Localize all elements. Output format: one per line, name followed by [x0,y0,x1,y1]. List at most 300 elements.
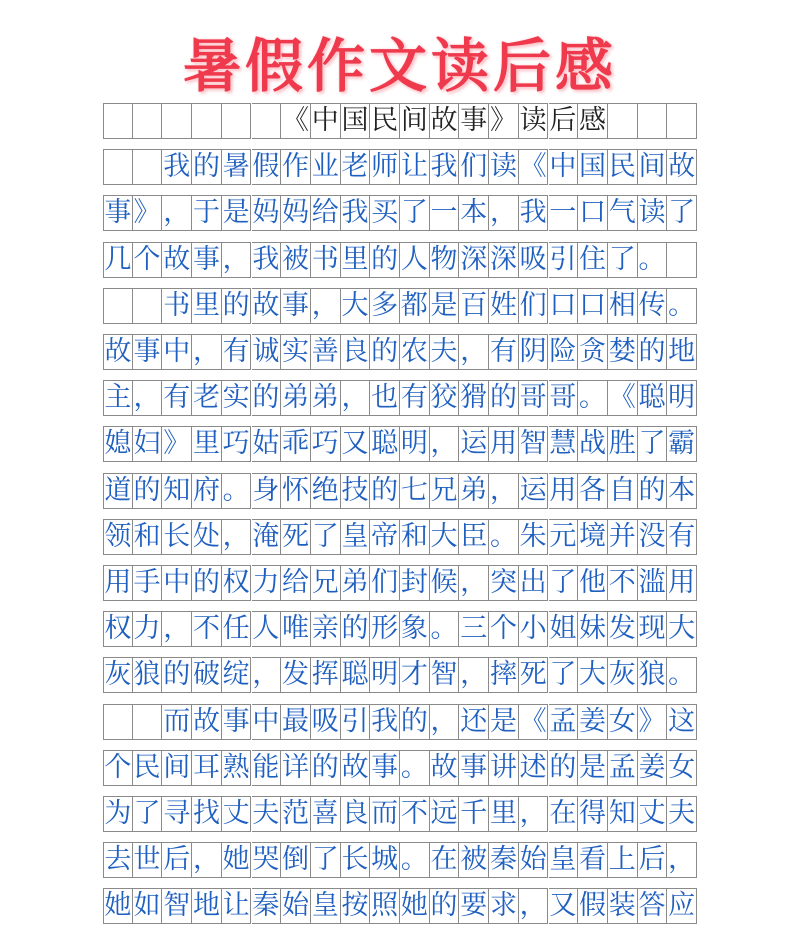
grid-cell: 深 [459,242,489,278]
grid-cell [133,288,163,324]
grid-cell: 道 [103,473,133,509]
grid-cell: 我 [162,149,192,185]
grid-cell: 口 [578,288,608,324]
grid-cell: 一 [549,195,579,231]
grid-cell: 国 [341,103,371,139]
grid-cell: ， [192,334,222,370]
grid-cell: 实 [222,380,252,416]
grid-cell: 有 [162,380,192,416]
grid-cell: 》 [638,704,668,740]
grid-cell: 业 [311,149,341,185]
grid-cell: 丈 [222,796,252,832]
grid-cell: 哥 [519,380,549,416]
grid-cell: 秦 [489,842,519,878]
grid-cell: 《 [281,103,311,139]
grid-cell: 长 [162,519,192,555]
grid-cell: 聪 [341,657,371,693]
grid-cell: 故 [162,242,192,278]
grid-cell: 知 [162,473,192,509]
grid-cell: 地 [667,334,697,370]
grid-cell: 作 [281,149,311,185]
grid-cell: 权 [222,565,252,601]
grid-cell: 阴 [519,334,549,370]
grid-cell: 的 [370,473,400,509]
grid-cell: 。 [578,380,608,416]
grid-cell: 相 [608,288,638,324]
grid-cell: 。 [638,242,668,278]
grid-cell: 弟 [341,565,371,601]
grid-cell: 挥 [311,657,341,693]
essay-line [103,380,697,426]
grid-cell: ， [459,657,489,693]
grid-cell: 夫 [252,796,282,832]
grid-cell: 民 [133,750,163,786]
grid-cell: 有 [400,380,430,416]
essay-line [103,565,697,611]
grid-cell [133,149,163,185]
grid-cell: 的 [638,334,668,370]
grid-cell: 中 [252,704,282,740]
grid-cell: 感 [578,103,608,139]
grid-cell: 事 [103,195,133,231]
grid-cell: 老 [192,380,222,416]
grid-cell: 聪 [370,426,400,462]
grid-cell: 吸 [519,242,549,278]
grid-cell: 》 [133,195,163,231]
grid-cell: 而 [162,704,192,740]
grid-cell: 间 [400,103,430,139]
grid-cell: 。 [222,473,252,509]
grid-cell: 我 [430,149,460,185]
grid-cell: 多 [370,288,400,324]
grid-cell: 个 [133,242,163,278]
grid-cell: 倒 [281,842,311,878]
grid-cell: 的 [549,750,579,786]
grid-cell: 不 [400,796,430,832]
grid-cell: 有 [489,334,519,370]
grid-cell: 孟 [549,704,579,740]
grid-cell: 都 [400,288,430,324]
grid-cell: 书 [311,242,341,278]
grid-cell: 个 [103,750,133,786]
grid-cell [103,704,133,740]
grid-cell: 被 [281,242,311,278]
grid-cell: 讲 [489,750,519,786]
grid-cell: 故 [103,334,133,370]
grid-cell: 故 [430,103,460,139]
grid-cell: 住 [578,242,608,278]
grid-cell: 智 [162,888,192,924]
essay-line [103,519,697,565]
grid-cell: 口 [549,288,579,324]
grid-cell: 皇 [341,519,371,555]
grid-cell: 师 [370,149,400,185]
grid-cell: 的 [638,473,668,509]
grid-cell: 假 [578,888,608,924]
grid-cell: 绝 [311,473,341,509]
grid-cell: 诚 [252,334,282,370]
grid-cell: 技 [341,473,371,509]
grid-cell: 用 [667,565,697,601]
grid-cell: 了 [311,519,341,555]
grid-cell: 人 [252,611,282,647]
grid-cell: ， [162,195,192,231]
grid-cell: 巧 [311,426,341,462]
grid-cell: ， [162,611,192,647]
grid-cell: 姐 [549,611,579,647]
grid-cell: 哥 [549,380,579,416]
grid-cell: ， [519,796,549,832]
grid-cell: ， [667,842,697,878]
grid-cell: 大 [341,288,371,324]
grid-cell: 引 [549,242,579,278]
grid-cell: 了 [667,195,697,231]
grid-cell: 大 [667,611,697,647]
grid-cell: 运 [459,426,489,462]
grid-cell: 她 [400,888,430,924]
grid-cell: 最 [281,704,311,740]
grid-cell: 绽 [222,657,252,693]
essay-line [103,334,697,380]
grid-cell: 用 [103,565,133,601]
grid-cell: 我 [370,704,400,740]
grid-cell: 女 [608,704,638,740]
grid-cell: 权 [103,611,133,647]
grid-cell: 百 [459,288,489,324]
grid-cell: 读 [638,195,668,231]
grid-cell: 要 [459,888,489,924]
grid-cell: 。 [430,611,460,647]
grid-cell: 求 [489,888,519,924]
grid-cell: 是 [489,704,519,740]
grid-cell: 读 [489,149,519,185]
grid-cell: 女 [667,750,697,786]
grid-cell: ， [222,242,252,278]
grid-cell: 在 [430,842,460,878]
grid-cell: 的 [162,657,192,693]
grid-cell: 千 [459,796,489,832]
grid-cell: 巧 [222,426,252,462]
grid-cell: 各 [578,473,608,509]
grid-cell: 间 [162,750,192,786]
grid-cell: 孟 [608,750,638,786]
grid-cell: 的 [133,473,163,509]
grid-cell: 弟 [281,380,311,416]
grid-cell [103,288,133,324]
grid-cell [162,103,192,139]
grid-cell [192,103,222,139]
grid-cell: 狼 [638,657,668,693]
grid-cell: 了 [549,657,579,693]
grid-cell: 民 [370,103,400,139]
grid-cell: 寻 [162,796,192,832]
grid-cell [608,103,638,139]
grid-cell: ， [430,426,460,462]
grid-cell: 给 [281,565,311,601]
grid-cell: 始 [281,888,311,924]
essay-line [103,149,697,195]
grid-cell: ， [489,195,519,231]
grid-cell: 详 [281,750,311,786]
grid-cell: 用 [489,426,519,462]
grid-cell: 《 [519,704,549,740]
essay-line [103,796,697,842]
grid-cell [252,103,282,139]
grid-cell: 运 [519,473,549,509]
grid-cell: 传 [638,288,668,324]
grid-cell: 远 [430,796,460,832]
grid-cell: 身 [252,473,282,509]
grid-cell: 妇 [133,426,163,462]
grid-cell: 耳 [192,750,222,786]
grid-cell: 聪 [638,380,668,416]
essay-line [103,473,697,519]
grid-cell: 事 [370,750,400,786]
grid-cell: 淹 [252,519,282,555]
grid-cell [667,103,697,139]
grid-cell: 我 [341,195,371,231]
grid-cell: 了 [608,242,638,278]
grid-cell: 猾 [459,380,489,416]
grid-cell: 领 [103,519,133,555]
grid-cell: 了 [400,195,430,231]
grid-cell: 世 [133,842,163,878]
grid-cell: 能 [252,750,282,786]
grid-cell: 并 [608,519,638,555]
grid-cell: 是 [222,195,252,231]
grid-cell: 国 [578,149,608,185]
essay-line [103,288,697,334]
grid-cell: ， [252,657,282,693]
grid-cell: 处 [192,519,222,555]
grid-cell: 后 [162,842,192,878]
essay-grid-paper [103,103,697,922]
grid-cell: 物 [430,242,460,278]
grid-cell: 妈 [252,195,282,231]
grid-cell: 小 [519,611,549,647]
grid-cell: 还 [459,704,489,740]
grid-cell: 形 [370,611,400,647]
grid-cell: 气 [608,195,638,231]
grid-cell: 有 [667,519,697,555]
grid-cell: 。 [667,657,697,693]
grid-cell: 善 [311,334,341,370]
grid-cell: 我 [519,195,549,231]
grid-cell: 找 [192,796,222,832]
grid-cell: 里 [192,288,222,324]
grid-cell: 秦 [252,888,282,924]
grid-cell: 去 [103,842,133,878]
grid-cell: 是 [578,750,608,786]
grid-cell: 妹 [578,611,608,647]
grid-cell: 唯 [281,611,311,647]
grid-cell: 为 [103,796,133,832]
grid-cell: ， [459,334,489,370]
grid-cell: 本 [459,195,489,231]
grid-cell: 书 [162,288,192,324]
grid-cell: 了 [638,426,668,462]
grid-cell: 姜 [578,704,608,740]
grid-cell: 乖 [281,426,311,462]
grid-cell: 臣 [459,519,489,555]
grid-cell: 》 [162,426,192,462]
essay-line [103,611,697,657]
grid-cell: 明 [370,657,400,693]
grid-cell: 地 [192,888,222,924]
grid-cell [133,103,163,139]
grid-cell: 。 [489,519,519,555]
grid-cell: 装 [608,888,638,924]
grid-cell: 元 [549,519,579,555]
grid-cell: 《 [519,149,549,185]
grid-cell: 府 [192,473,222,509]
grid-cell: 的 [222,288,252,324]
grid-cell: 事 [459,103,489,139]
grid-cell: 长 [341,842,371,878]
grid-cell: 《 [608,380,638,416]
grid-cell: 我 [252,242,282,278]
grid-cell: 故 [341,750,371,786]
grid-cell: 事 [459,750,489,786]
grid-cell: 按 [341,888,371,924]
grid-cell: 民 [608,149,638,185]
grid-cell: 智 [430,657,460,693]
grid-cell: 良 [341,334,371,370]
grid-cell: 人 [400,242,430,278]
grid-cell: 个 [489,611,519,647]
grid-cell: ， [459,565,489,601]
grid-cell: 七 [400,473,430,509]
grid-cell: 明 [667,380,697,416]
grid-cell: 怀 [281,473,311,509]
grid-cell: 后 [549,103,579,139]
grid-cell: 狼 [133,657,163,693]
grid-cell: 述 [519,750,549,786]
grid-cell: 三 [459,611,489,647]
grid-cell: 他 [578,565,608,601]
grid-cell: 发 [608,611,638,647]
grid-cell: 得 [578,796,608,832]
essay-line [103,704,697,750]
grid-cell: 让 [222,888,252,924]
grid-cell: 的 [370,242,400,278]
grid-cell: 突 [489,565,519,601]
grid-cell: 滥 [638,565,668,601]
grid-cell: 的 [192,149,222,185]
grid-cell: 口 [578,195,608,231]
grid-cell: 和 [400,519,430,555]
grid-cell: 应 [667,888,697,924]
grid-cell: 买 [370,195,400,231]
grid-cell: 本 [667,473,697,509]
grid-cell: 战 [578,426,608,462]
grid-cell: 里 [341,242,371,278]
grid-cell [667,242,697,278]
grid-cell [103,103,133,139]
grid-cell: 实 [281,334,311,370]
grid-cell: 的 [370,334,400,370]
grid-cell: 发 [281,657,311,693]
grid-cell: ， [192,842,222,878]
grid-cell: 霸 [667,426,697,462]
grid-cell: 了 [133,796,163,832]
essay-line [103,195,697,241]
grid-cell: 现 [638,611,668,647]
grid-cell: 兄 [430,473,460,509]
grid-cell: 皇 [311,888,341,924]
grid-cell: 没 [638,519,668,555]
grid-cell: 事 [222,704,252,740]
grid-cell: 是 [430,288,460,324]
grid-cell: 被 [459,842,489,878]
grid-cell: 封 [400,565,430,601]
essay-line [103,657,697,703]
grid-cell: 事 [281,288,311,324]
grid-cell: 熟 [222,750,252,786]
grid-cell: 里 [192,426,222,462]
grid-cell: 帝 [370,519,400,555]
grid-cell: 。 [400,842,430,878]
grid-cell: 间 [638,149,668,185]
grid-cell: 中 [162,565,192,601]
grid-cell [133,704,163,740]
grid-cell: 夫 [667,796,697,832]
grid-cell: 在 [549,796,579,832]
grid-cell: 始 [519,842,549,878]
grid-cell: 险 [549,334,579,370]
page-title: 暑假作文读后感 [182,32,617,100]
grid-cell: 故 [192,704,222,740]
grid-cell: 假 [252,149,282,185]
grid-cell: 中 [311,103,341,139]
grid-cell: 们 [370,565,400,601]
grid-cell: 看 [578,842,608,878]
grid-cell: 的 [430,888,460,924]
grid-cell: 大 [578,657,608,693]
grid-cell: 的 [311,750,341,786]
grid-cell: 主 [103,380,133,416]
grid-cell [638,103,668,139]
grid-cell: 又 [341,426,371,462]
grid-cell: 媳 [103,426,133,462]
grid-cell: ， [519,888,549,924]
grid-cell: 良 [341,796,371,832]
grid-cell: ， [341,380,371,416]
grid-cell: 夫 [430,334,460,370]
grid-cell: ， [311,288,341,324]
grid-cell: 吸 [311,704,341,740]
grid-cell: 不 [608,565,638,601]
grid-cell: 她 [103,888,133,924]
grid-cell: 婪 [608,334,638,370]
grid-cell: 一 [430,195,460,231]
grid-cell: 灰 [608,657,638,693]
grid-cell: 事 [192,242,222,278]
grid-cell: 的 [341,611,371,647]
grid-cell: 出 [519,565,549,601]
grid-cell: 破 [192,657,222,693]
grid-cell: ， [222,519,252,555]
essay-line [103,842,697,888]
grid-cell: 和 [133,519,163,555]
grid-cell: 弟 [311,380,341,416]
grid-cell: ， [133,380,163,416]
grid-cell: 故 [430,750,460,786]
grid-cell: 候 [430,565,460,601]
grid-cell: 。 [400,750,430,786]
grid-cell: 胜 [608,426,638,462]
essay-line [103,888,697,934]
